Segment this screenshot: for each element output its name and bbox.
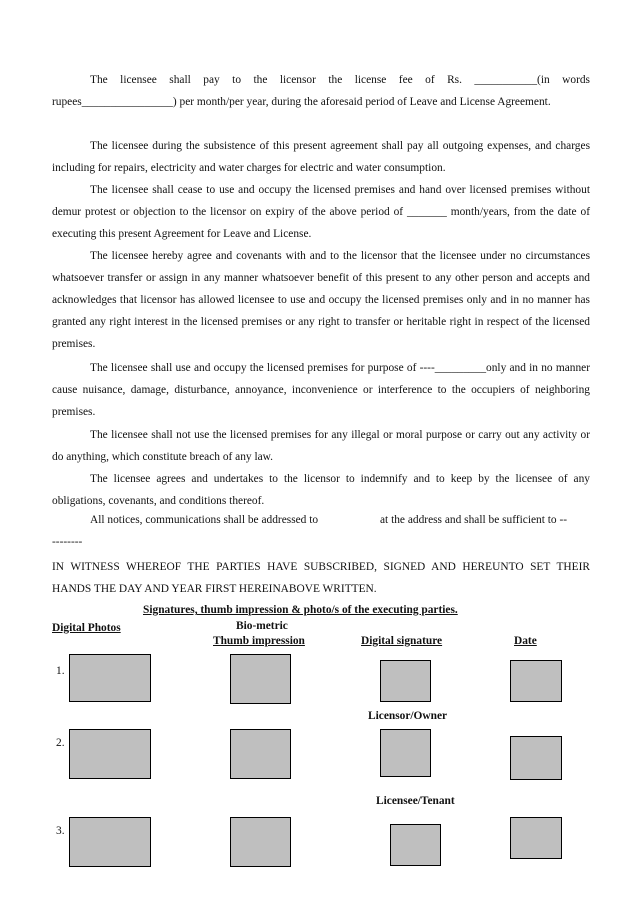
- fee-clause: The licensee shall pay to the licensor the license fee of Rs. ___________(in words rupees________________) per month/per year, during the aforesaid period of Leave and License Agreement.: [52, 74, 590, 108]
- signature-box-2[interactable]: [380, 729, 431, 777]
- date-box-1[interactable]: [510, 660, 562, 702]
- no-transfer-clause: The licensee hereby agree and covenants with and to the licensor that the licensee under no circumstances whatsoever transfer or assign in any manner whatsoever benefit of this present to any other person and accepts and acknowledges that licensor has allowed licensee to use and occupy the licensed premises only and in no manner has granted any right interest in the licensed premises or any right to transfer or heritable right in respect of the licensed premises.: [52, 250, 590, 350]
- signature-box-1[interactable]: [380, 660, 431, 702]
- indemnify-clause: The licensee agrees and undertakes to the licensor to indemnify and to keep by the licensee of any obligations, covenants, and conditions thereof.: [52, 473, 590, 507]
- column-header-biometric: Bio-metric: [236, 620, 288, 632]
- photo-box-1[interactable]: [69, 654, 151, 702]
- licensor-label: Licensor/Owner: [368, 710, 448, 722]
- column-header-date: Date: [514, 635, 537, 647]
- use-purpose-clause: The licensee shall use and occupy the licensed premises for purpose of ----_________only and in no manner cause nuisance, damage, disturbance, annoyance, inconvenience or interference to the occupiers of neighboring premises.: [52, 362, 590, 418]
- column-header-photos: Digital Photos: [52, 622, 121, 634]
- notices-text-part1: All notices, communications shall be addressed to: [90, 514, 319, 526]
- thumb-box-1[interactable]: [230, 654, 291, 704]
- vacate-clause: The licensee shall cease to use and occupy the licensed premises and hand over licensed premises without demur protest or objection to the licensor on expiry of the above period of _______ month/years, from the date of executing this present Agreement for Leave and License.: [52, 184, 590, 240]
- witness-statement: IN WITNESS WHEREOF THE PARTIES HAVE SUBSCRIBED, SIGNED AND HEREUNTO SET THEIR HANDS THE DAY AND YEAR FIRST HEREINABOVE WRITTEN.: [52, 561, 590, 595]
- signature-box-3[interactable]: [390, 824, 441, 866]
- column-header-thumb: Thumb impression: [213, 635, 305, 647]
- notices-text-line2: --------: [52, 536, 83, 548]
- photo-box-2[interactable]: [69, 729, 151, 779]
- thumb-box-2[interactable]: [230, 729, 291, 779]
- thumb-box-3[interactable]: [230, 817, 291, 867]
- row-number-2: 2.: [56, 737, 65, 749]
- row-number-1: 1.: [56, 665, 65, 677]
- photo-box-3[interactable]: [69, 817, 151, 867]
- notices-text-part2: at the address and shall be sufficient to --: [380, 514, 568, 526]
- illegal-use-clause: The licensee shall not use the licensed premises for any illegal or moral purpose or carry out any activity or do anything, which constitute breach of any law.: [52, 429, 590, 463]
- date-box-2[interactable]: [510, 736, 562, 780]
- row-number-3: 3.: [56, 825, 65, 837]
- expenses-clause: The licensee during the subsistence of this present agreement shall pay all outgoing expenses, and charges including for repairs, electricity and water charges for electric and water consumption.: [52, 140, 590, 174]
- date-box-3[interactable]: [510, 817, 562, 859]
- licensee-label: Licensee/Tenant: [376, 795, 455, 807]
- column-header-signature: Digital signature: [361, 635, 443, 647]
- signatures-title: Signatures, thumb impression & photo/s of the executing parties.: [143, 604, 458, 616]
